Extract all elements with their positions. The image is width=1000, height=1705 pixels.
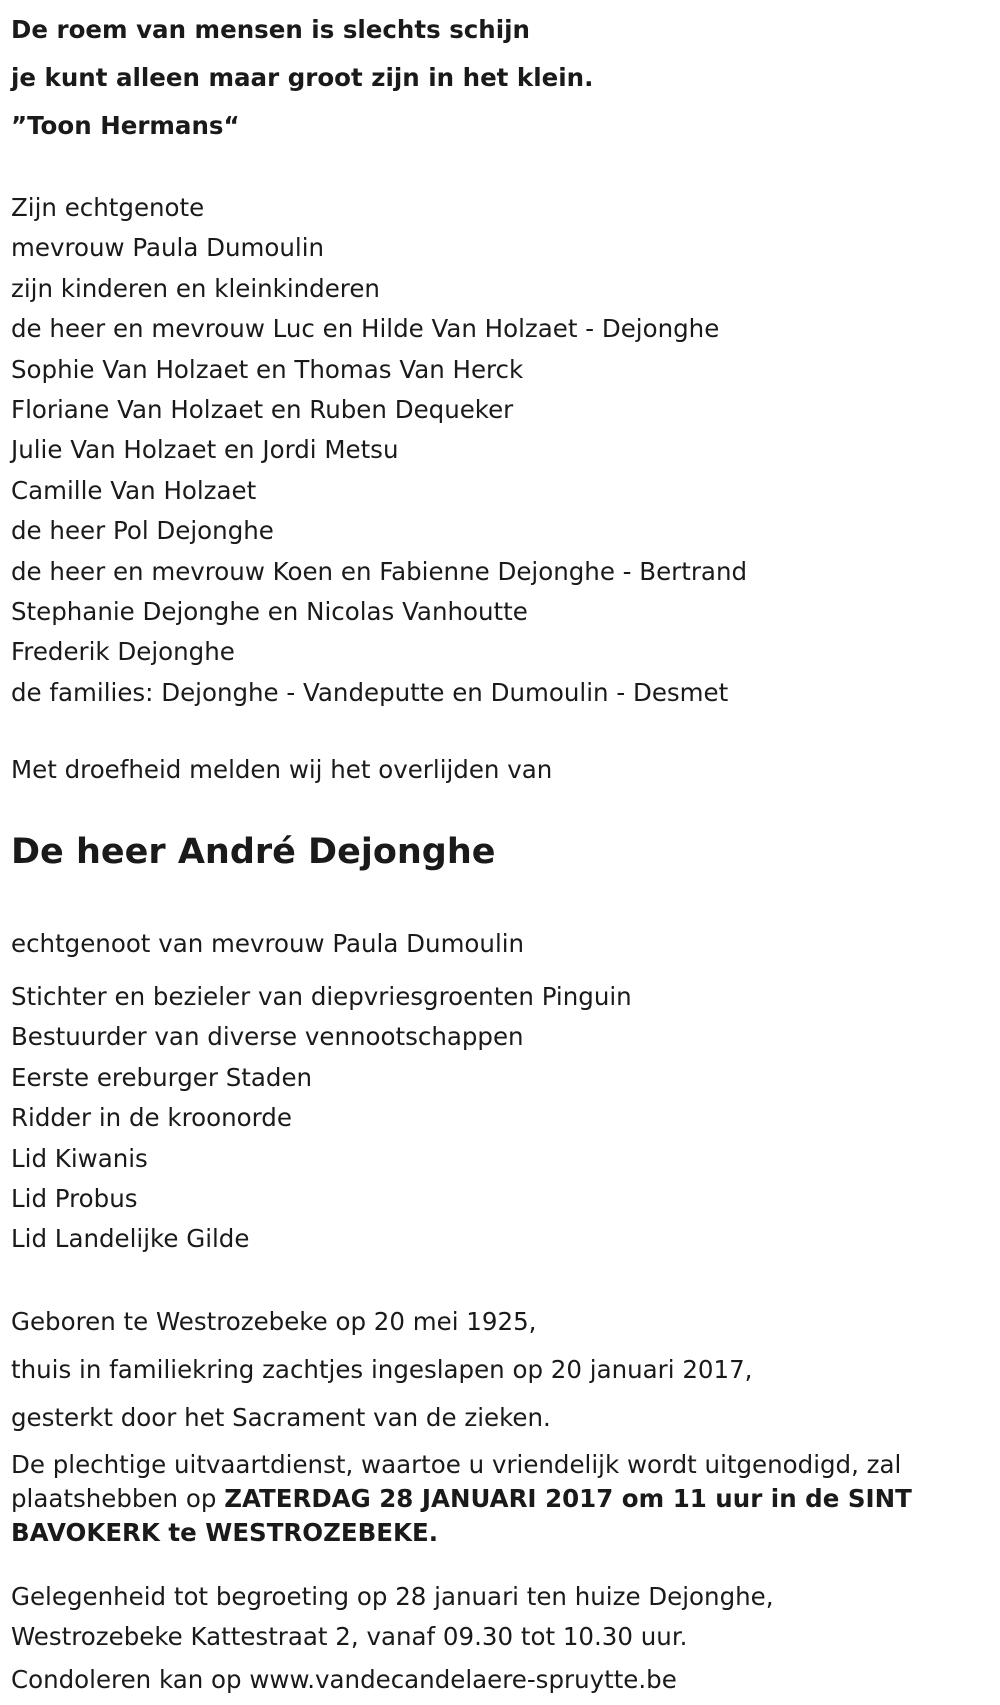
funeral-intro: De plechtige uitvaartdienst, waartoe u vriendelijk wordt uitgenodigd, zal plaatshebben op	[11, 1450, 902, 1513]
quote-block	[11, 6, 593, 150]
quote-line: De roem van mensen is slechts schijn	[11, 15, 530, 44]
deceased-name: De heer André Dejonghe	[11, 832, 496, 872]
life-line: Geboren te Westrozebeke op 20 mei 1925,	[11, 1307, 537, 1336]
family-line: zijn kinderen en kleinkinderen	[11, 273, 380, 303]
condolence-line: Condoleren kan op www.vandecandelaere-spruytte.be	[11, 1665, 677, 1694]
family-line: Floriane Van Holzaet en Ruben Dequeker	[11, 395, 514, 425]
family-line: de heer en mevrouw Luc en Hilde Van Holzaet - Dejonghe	[11, 314, 720, 344]
visitation-line: Gelegenheid tot begroeting op 28 januari ten huize Dejonghe,	[11, 1582, 774, 1611]
life-line: thuis in familiekring zachtjes ingeslapen op 20 januari 2017,	[11, 1355, 753, 1384]
funeral-details: ZATERDAG 28 JANUARI 2017 om 11 uur in de SINT BAVOKERK te WESTROZEBEKE.	[11, 1484, 912, 1547]
title-line: Bestuurder van diverse vennootschappen	[11, 1022, 524, 1052]
quote-author: ”Toon Hermans“	[11, 111, 240, 140]
funeral-paragraph	[11, 1448, 996, 1550]
announcement: Met droefheid melden wij het overlijden van	[11, 755, 553, 784]
family-line: Sophie Van Holzaet en Thomas Van Herck	[11, 354, 524, 384]
title-line: Eerste ereburger Staden	[11, 1062, 313, 1092]
life-line: gesterkt door het Sacrament van de zieken.	[11, 1403, 551, 1432]
title-line: Lid Kiwanis	[11, 1143, 148, 1173]
life-block	[11, 1298, 752, 1442]
family-line: Frederik Dejonghe	[11, 637, 235, 667]
family-line: Camille Van Holzaet	[11, 475, 257, 505]
quote-line: je kunt alleen maar groot zijn in het klein.	[11, 63, 594, 92]
title-line: Lid Landelijke Gilde	[11, 1224, 250, 1254]
family-line: de heer en mevrouw Koen en Fabienne Dejonghe - Bertrand	[11, 556, 748, 586]
family-line: Julie Van Holzaet en Jordi Metsu	[11, 435, 399, 465]
spouse-line: echtgenoot van mevrouw Paula Dumoulin	[11, 929, 525, 958]
family-line: de heer Pol Dejonghe	[11, 516, 274, 546]
family-line: Stephanie Dejonghe en Nicolas Vanhoutte	[11, 597, 528, 627]
funeral-block	[11, 1448, 996, 1550]
title-line: Stichter en bezieler van diepvriesgroenten Pinguin	[11, 982, 632, 1011]
family-line: de families: Dejonghe - Vandeputte en Dumoulin - Desmet	[11, 677, 729, 707]
family-list	[11, 188, 747, 713]
title-line: Ridder in de kroonorde	[11, 1103, 292, 1133]
title-line: Lid Probus	[11, 1184, 138, 1214]
visitation-block	[11, 1577, 774, 1657]
family-line: Zijn echtgenote	[11, 193, 205, 222]
visitation-line: Westrozebeke Kattestraat 2, vanaf 09.30 tot 10.30 uur.	[11, 1622, 688, 1651]
titles-list	[11, 977, 632, 1260]
family-line: mevrouw Paula Dumoulin	[11, 233, 325, 263]
